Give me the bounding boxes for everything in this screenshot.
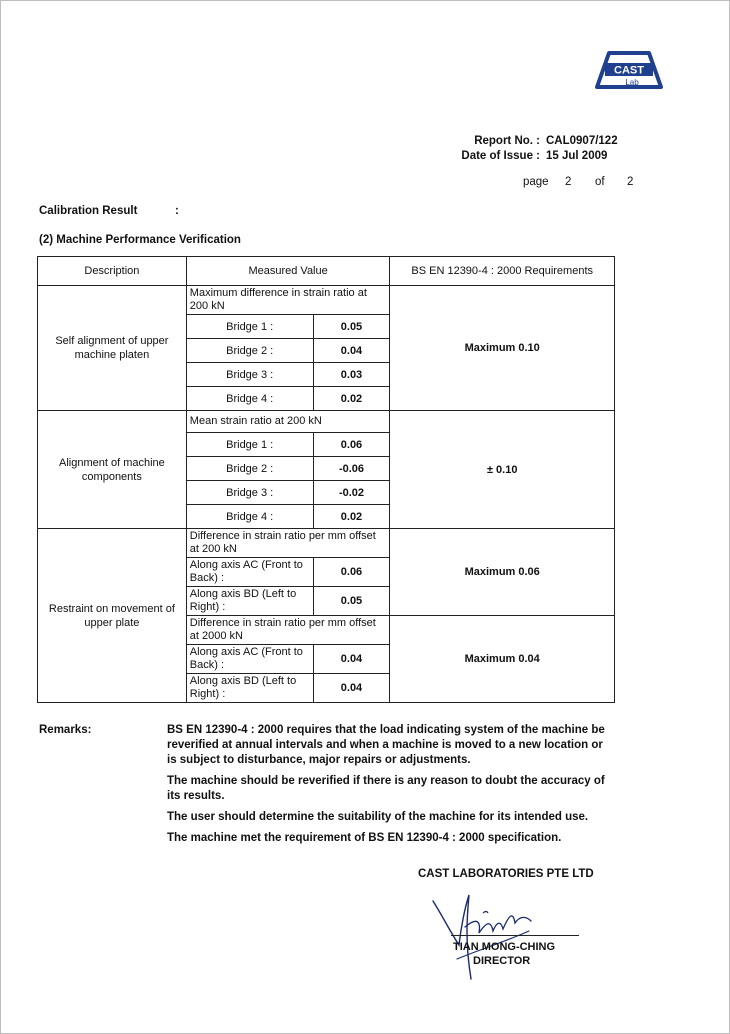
remarks-list (167, 723, 615, 852)
bridge-value: 0.02 (313, 387, 390, 411)
logo-top-text: CAST (614, 64, 644, 77)
restraint-group2-header: Difference in strain ratio per mm offset at 2000 kN (186, 616, 390, 645)
alignment-requirement: ± 0.10 (390, 411, 615, 529)
section-title: (2) Machine Performance Verification (39, 234, 241, 246)
restraint-group2-requirement: Maximum 0.04 (390, 616, 615, 703)
issue-date-value: 15 Jul 2009 (546, 150, 608, 162)
table-row (38, 411, 615, 433)
page-total: 2 (627, 176, 634, 188)
results-table (37, 256, 615, 703)
axis-value: 0.06 (313, 558, 390, 587)
header-requirements: BS EN 12390-4 : 2000 Requirements (390, 257, 615, 286)
alignment-description: Alignment of machine components (38, 411, 187, 529)
remark-item: The machine should be reverified if there is any reason to doubt the accuracy of its results. (167, 775, 605, 802)
restraint-group1-header: Difference in strain ratio per mm offset at 200 kN (186, 529, 390, 558)
cast-lab-logo-icon (587, 47, 671, 93)
remark-item: The user should determine the suitability of the machine for its intended use. (167, 811, 589, 823)
report-meta (441, 134, 641, 164)
bridge-value: 0.05 (313, 315, 390, 339)
report-number-label: Report No. : (474, 135, 540, 147)
bridge-label: Bridge 3 : (186, 363, 313, 387)
self-alignment-description: Self alignment of upper machine platen (38, 286, 187, 411)
remark-item: The machine met the requirement of BS EN 12390-4 : 2000 specification. (167, 832, 562, 844)
restraint-group1-requirement: Maximum 0.06 (390, 529, 615, 616)
issue-date-label: Date of Issue : (461, 150, 540, 162)
calibration-result-label: Calibration Result (39, 205, 138, 217)
remark-item: BS EN 12390-4 : 2000 requires that the load indicating system of the machine be reverified at annual intervals and when a machine is moved to a new location or is subject to disturbance, major repairs or adjustments. (167, 724, 605, 766)
remarks-label: Remarks: (39, 724, 92, 736)
self-alignment-requirement: Maximum 0.10 (390, 286, 615, 411)
signer-name: TIAN MONG-CHING (453, 941, 556, 953)
axis-label: Along axis BD (Left to Right) : (186, 674, 313, 703)
issue-date-row (441, 149, 641, 164)
table-header-row (38, 257, 615, 286)
restraint-description: Restraint on movement of upper plate (38, 529, 187, 703)
axis-label: Along axis AC (Front to Back) : (186, 645, 313, 674)
bridge-value: 0.03 (313, 363, 390, 387)
bridge-label: Bridge 1 : (186, 433, 313, 457)
calibration-result-colon: : (175, 205, 179, 217)
page-label: page (523, 176, 549, 188)
bridge-label: Bridge 3 : (186, 481, 313, 505)
header-description: Description (38, 257, 187, 286)
signer-title: DIRECTOR (473, 955, 531, 967)
company-name: CAST LABORATORIES PTE LTD (418, 868, 594, 880)
bridge-label: Bridge 1 : (186, 315, 313, 339)
report-number-row (441, 134, 641, 149)
page-current: 2 (565, 176, 572, 188)
table-row (38, 286, 615, 315)
bridge-value: 0.04 (313, 339, 390, 363)
axis-value: 0.05 (313, 587, 390, 616)
page-indicator (523, 176, 633, 188)
report-number-value: CAL0907/122 (546, 135, 618, 147)
alignment-group-header: Mean strain ratio at 200 kN (186, 411, 390, 433)
bridge-label: Bridge 4 : (186, 505, 313, 529)
header-measured-value: Measured Value (186, 257, 390, 286)
bridge-label: Bridge 4 : (186, 387, 313, 411)
bridge-value: -0.02 (313, 481, 390, 505)
axis-label: Along axis AC (Front to Back) : (186, 558, 313, 587)
bridge-label: Bridge 2 : (186, 339, 313, 363)
table-row (38, 529, 615, 558)
calibration-result-heading (39, 205, 179, 217)
bridge-value: -0.06 (313, 457, 390, 481)
axis-value: 0.04 (313, 674, 390, 703)
bridge-label: Bridge 2 : (186, 457, 313, 481)
axis-label: Along axis BD (Left to Right) : (186, 587, 313, 616)
signature-line (451, 935, 579, 936)
self-alignment-group-header: Maximum difference in strain ratio at 200 kN (186, 286, 390, 315)
axis-value: 0.04 (313, 645, 390, 674)
bridge-value: 0.02 (313, 505, 390, 529)
page-of-label: of (595, 176, 605, 188)
bridge-value: 0.06 (313, 433, 390, 457)
logo-bottom-text: Lab (625, 78, 639, 87)
